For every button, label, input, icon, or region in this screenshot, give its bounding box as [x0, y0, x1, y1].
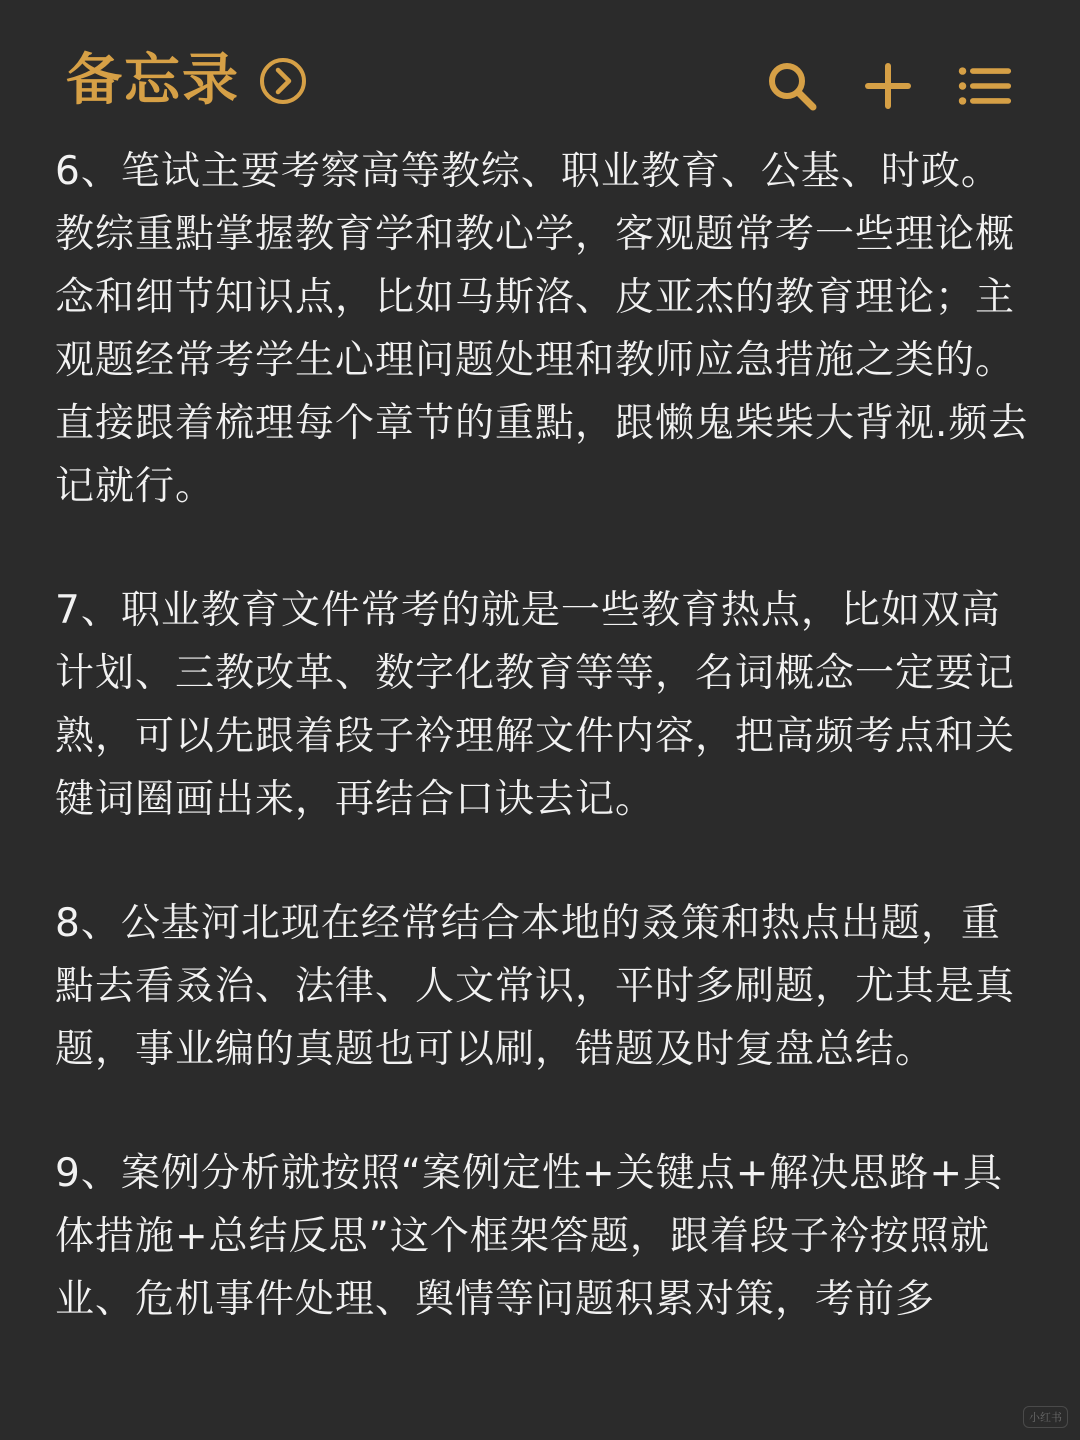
note-paragraph-7: 7、职业教育文件常考的就是一些教育热点，比如双高计划、三教改革、数字化教育等等，名词概念一定要记熟，可以先跟着段子衿理解文件内容，把高频考点和关键词圈画出来，再结合口诀去记。: [55, 588, 1016, 822]
search-icon: [764, 58, 820, 114]
menu-button[interactable]: [956, 58, 1012, 114]
watermark-logo: 小红书: [1023, 1406, 1068, 1428]
note-body[interactable]: [55, 140, 1030, 1392]
app-title: 备忘录: [66, 48, 240, 113]
header-bar: [0, 0, 1080, 140]
note-paragraph-8: 8、公基河北现在经常结合本地的叒策和热点出题，重點去看叒治、法律、人文常识，平时多刷题，尤其是真题，事业编的真题也可以刷，错题及时复盘总结。: [55, 901, 1016, 1072]
note-paragraph-6: 6、笔试主要考察高等教综、职业教育、公基、时政。教综重點掌握教育学和教心学，客观题常考一些理论概念和细节知识点，比如马斯洛、皮亚杰的教育理论；主观题经常考学生心理问题处理和教师应急措施之类的。直接跟着梳理每个章节的重點，跟懒鬼柴柴大背视.频去记就行。: [55, 149, 1029, 509]
add-note-button[interactable]: [860, 58, 916, 114]
search-button[interactable]: [764, 58, 820, 114]
list-icon: [956, 58, 1012, 114]
chevron-right-circle-icon[interactable]: [258, 56, 308, 106]
app-title-group[interactable]: [66, 46, 308, 116]
plus-icon: [860, 58, 916, 114]
note-paragraph-9: 9、案例分析就按照“案例定性+关键点+解决思路+具体措施+总结反思”这个框架答题，跟着段子衿按照就业、危机事件处理、舆情等问题积累对策，考前多: [55, 1151, 1004, 1322]
toolbar: [764, 58, 1012, 114]
